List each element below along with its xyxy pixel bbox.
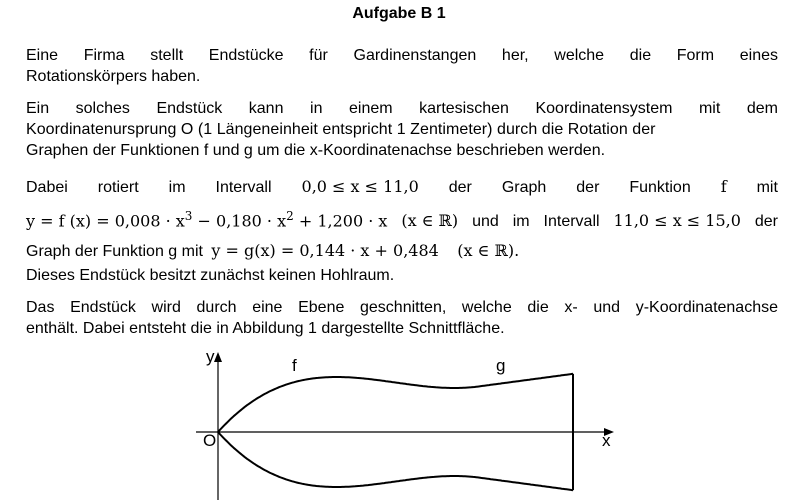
word: mit xyxy=(698,100,721,117)
interval-g: 11,0 ≤ x ≤ 15,0 xyxy=(613,211,741,231)
paragraph-cross-section-line-2: enthält. Dabei entsteht die in Abbildung 1 dargestellte Schnittfläche. xyxy=(26,320,505,337)
word: für xyxy=(309,47,328,64)
word: und xyxy=(472,213,499,231)
word: und xyxy=(593,299,621,316)
task-title: Aufgabe B 1 xyxy=(352,5,446,22)
y-axis-arrow-icon xyxy=(214,352,222,362)
word: Funktion xyxy=(629,179,691,196)
word: der xyxy=(448,179,472,196)
origin-label: O xyxy=(203,431,217,450)
lower-outline-curve xyxy=(218,432,573,490)
word: Eine xyxy=(26,47,59,64)
domain-f: (x ∈ ℝ) xyxy=(401,211,459,231)
word: im xyxy=(168,179,186,196)
domain-g: (x ∈ ℝ). xyxy=(457,241,520,261)
f-label: f xyxy=(292,356,297,375)
g-label: g xyxy=(496,356,506,375)
word: kartesischen xyxy=(419,100,509,117)
word: durch xyxy=(196,299,237,316)
word: f xyxy=(720,177,727,196)
formula-g: y = g(x) = 0,144 · x + 0,484 xyxy=(211,241,439,261)
word: Gardinenstangen xyxy=(353,47,477,64)
word: in xyxy=(310,100,323,117)
word: Endstück xyxy=(156,100,223,117)
word: Das xyxy=(26,299,55,316)
paragraph-intro-line-2: Rotationskörpers haben. xyxy=(26,68,201,85)
word: x- xyxy=(564,299,578,316)
word: Endstücke xyxy=(208,47,284,64)
word: der xyxy=(754,213,778,231)
paragraph-coordinate-system-line-3: Graphen der Funktionen f und g um die x-Koordinatenachse beschrieben werden. xyxy=(26,142,606,159)
exponent-3: 3 xyxy=(184,209,193,223)
word: eine xyxy=(252,299,283,316)
word: Ein xyxy=(26,100,50,117)
word: solches xyxy=(75,100,130,117)
word: die xyxy=(527,299,549,316)
function-g-intro: Graph der Funktion g mit xyxy=(26,243,203,261)
x-axis-label: x xyxy=(602,431,611,450)
formula-f-part-3: + 1,200 · x xyxy=(293,211,388,231)
word: Koordinatensystem xyxy=(535,100,673,117)
word: einem xyxy=(349,100,393,117)
word: eines xyxy=(739,47,778,64)
formula-f-part-2: − 0,180 · x xyxy=(192,211,287,231)
word: Intervall xyxy=(543,213,600,231)
word: Dabei xyxy=(26,179,68,196)
word: wird xyxy=(151,299,181,316)
word: her, xyxy=(501,47,529,64)
paragraph-no-cavity: Dieses Endstück besitzt zunächst keinen Hohlraum. xyxy=(26,267,395,284)
word: Graph xyxy=(501,179,547,196)
word: rotiert xyxy=(97,179,139,196)
interval-f: 0,0 ≤ x ≤ 11,0 xyxy=(301,177,419,196)
word: Endstück xyxy=(70,299,136,316)
word: kann xyxy=(248,100,284,117)
word: stellt xyxy=(150,47,184,64)
word: Intervall xyxy=(215,179,272,196)
upper-outline-curve xyxy=(218,374,573,432)
y-axis-label: y xyxy=(206,347,215,366)
word: welche xyxy=(461,299,512,316)
word: die xyxy=(629,47,652,64)
word: im xyxy=(512,213,530,231)
word: Form xyxy=(676,47,715,64)
paragraph-coordinate-system-line-2-text: Koordinatenursprung O (1 Längeneinheit entspricht 1 Zentimeter) durch die Rotation der xyxy=(26,121,656,138)
word: Firma xyxy=(83,47,125,64)
word: mit xyxy=(756,179,778,196)
word: Ebene xyxy=(298,299,345,316)
exponent-2: 2 xyxy=(286,209,294,223)
word: y-Koordinatenachse xyxy=(635,299,778,316)
word: der xyxy=(576,179,600,196)
word: welche xyxy=(554,47,605,64)
formula-f-part-1: y = f (x) = 0,008 · x xyxy=(26,211,185,231)
word: geschnitten, xyxy=(360,299,447,316)
word: dem xyxy=(746,100,778,117)
